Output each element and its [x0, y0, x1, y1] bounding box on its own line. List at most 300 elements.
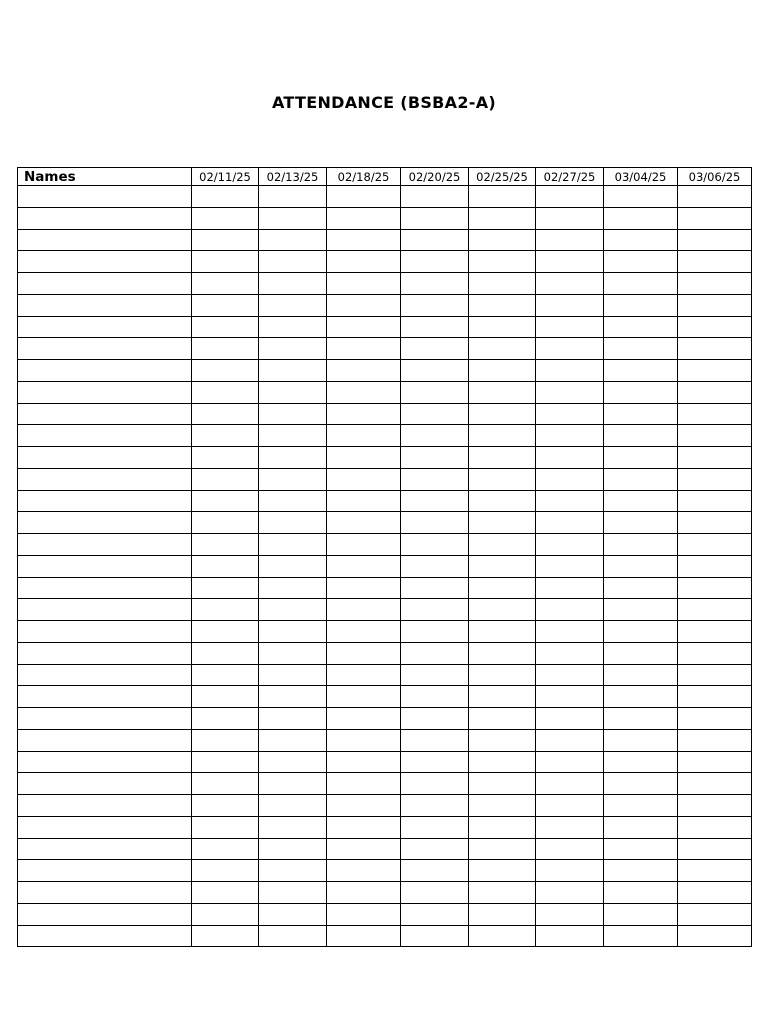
attendance-cell[interactable]: [192, 490, 259, 512]
attendance-cell[interactable]: [469, 207, 536, 229]
attendance-cell[interactable]: [469, 773, 536, 795]
name-cell[interactable]: [18, 751, 192, 773]
attendance-cell[interactable]: [469, 425, 536, 447]
attendance-cell[interactable]: [259, 555, 327, 577]
attendance-cell[interactable]: [604, 207, 678, 229]
name-cell[interactable]: [18, 294, 192, 316]
attendance-cell[interactable]: [678, 381, 752, 403]
attendance-cell[interactable]: [259, 186, 327, 208]
attendance-cell[interactable]: [259, 512, 327, 534]
attendance-cell[interactable]: [536, 903, 604, 925]
attendance-cell[interactable]: [604, 773, 678, 795]
name-cell[interactable]: [18, 512, 192, 534]
name-cell[interactable]: [18, 468, 192, 490]
attendance-cell[interactable]: [259, 381, 327, 403]
attendance-cell[interactable]: [259, 447, 327, 469]
attendance-cell[interactable]: [604, 838, 678, 860]
attendance-cell[interactable]: [401, 251, 469, 273]
attendance-cell[interactable]: [469, 686, 536, 708]
attendance-cell[interactable]: [536, 621, 604, 643]
attendance-cell[interactable]: [678, 403, 752, 425]
attendance-cell[interactable]: [536, 599, 604, 621]
attendance-cell[interactable]: [327, 360, 401, 382]
attendance-cell[interactable]: [604, 555, 678, 577]
attendance-cell[interactable]: [469, 860, 536, 882]
name-cell[interactable]: [18, 425, 192, 447]
attendance-cell[interactable]: [327, 512, 401, 534]
attendance-cell[interactable]: [327, 882, 401, 904]
attendance-cell[interactable]: [604, 860, 678, 882]
name-cell[interactable]: [18, 621, 192, 643]
attendance-cell[interactable]: [678, 229, 752, 251]
attendance-cell[interactable]: [259, 838, 327, 860]
attendance-cell[interactable]: [678, 795, 752, 817]
attendance-cell[interactable]: [469, 316, 536, 338]
attendance-cell[interactable]: [259, 425, 327, 447]
attendance-cell[interactable]: [259, 664, 327, 686]
attendance-cell[interactable]: [678, 316, 752, 338]
attendance-cell[interactable]: [259, 338, 327, 360]
name-cell[interactable]: [18, 708, 192, 730]
attendance-cell[interactable]: [469, 729, 536, 751]
name-cell[interactable]: [18, 882, 192, 904]
attendance-cell[interactable]: [401, 621, 469, 643]
attendance-cell[interactable]: [536, 316, 604, 338]
attendance-cell[interactable]: [604, 425, 678, 447]
attendance-cell[interactable]: [259, 621, 327, 643]
attendance-cell[interactable]: [536, 207, 604, 229]
attendance-cell[interactable]: [604, 360, 678, 382]
attendance-cell[interactable]: [259, 751, 327, 773]
attendance-cell[interactable]: [604, 925, 678, 947]
attendance-cell[interactable]: [469, 229, 536, 251]
attendance-cell[interactable]: [327, 425, 401, 447]
attendance-cell[interactable]: [604, 599, 678, 621]
attendance-cell[interactable]: [192, 925, 259, 947]
attendance-cell[interactable]: [536, 251, 604, 273]
attendance-cell[interactable]: [678, 447, 752, 469]
attendance-cell[interactable]: [469, 642, 536, 664]
attendance-cell[interactable]: [401, 860, 469, 882]
attendance-cell[interactable]: [401, 294, 469, 316]
attendance-cell[interactable]: [327, 621, 401, 643]
attendance-cell[interactable]: [469, 838, 536, 860]
attendance-cell[interactable]: [604, 468, 678, 490]
attendance-cell[interactable]: [327, 773, 401, 795]
attendance-cell[interactable]: [259, 708, 327, 730]
attendance-cell[interactable]: [401, 664, 469, 686]
attendance-cell[interactable]: [678, 512, 752, 534]
attendance-cell[interactable]: [327, 229, 401, 251]
attendance-cell[interactable]: [536, 229, 604, 251]
attendance-cell[interactable]: [401, 729, 469, 751]
attendance-cell[interactable]: [469, 555, 536, 577]
attendance-cell[interactable]: [469, 599, 536, 621]
attendance-cell[interactable]: [678, 207, 752, 229]
attendance-cell[interactable]: [192, 425, 259, 447]
attendance-cell[interactable]: [327, 555, 401, 577]
attendance-cell[interactable]: [536, 860, 604, 882]
attendance-cell[interactable]: [469, 925, 536, 947]
attendance-cell[interactable]: [678, 642, 752, 664]
attendance-cell[interactable]: [401, 751, 469, 773]
attendance-cell[interactable]: [678, 925, 752, 947]
attendance-cell[interactable]: [192, 664, 259, 686]
attendance-cell[interactable]: [536, 577, 604, 599]
name-cell[interactable]: [18, 316, 192, 338]
attendance-cell[interactable]: [469, 816, 536, 838]
attendance-cell[interactable]: [604, 751, 678, 773]
attendance-cell[interactable]: [401, 381, 469, 403]
attendance-cell[interactable]: [327, 490, 401, 512]
attendance-cell[interactable]: [536, 403, 604, 425]
attendance-cell[interactable]: [678, 860, 752, 882]
attendance-cell[interactable]: [678, 577, 752, 599]
name-cell[interactable]: [18, 838, 192, 860]
attendance-cell[interactable]: [678, 490, 752, 512]
attendance-cell[interactable]: [469, 381, 536, 403]
attendance-cell[interactable]: [327, 599, 401, 621]
attendance-cell[interactable]: [536, 490, 604, 512]
attendance-cell[interactable]: [604, 186, 678, 208]
attendance-cell[interactable]: [604, 686, 678, 708]
attendance-cell[interactable]: [259, 273, 327, 295]
attendance-cell[interactable]: [536, 729, 604, 751]
attendance-cell[interactable]: [192, 773, 259, 795]
attendance-cell[interactable]: [678, 751, 752, 773]
attendance-cell[interactable]: [536, 360, 604, 382]
attendance-cell[interactable]: [259, 229, 327, 251]
attendance-cell[interactable]: [536, 338, 604, 360]
attendance-cell[interactable]: [401, 316, 469, 338]
attendance-cell[interactable]: [192, 229, 259, 251]
attendance-cell[interactable]: [401, 338, 469, 360]
attendance-cell[interactable]: [536, 838, 604, 860]
attendance-cell[interactable]: [536, 642, 604, 664]
attendance-cell[interactable]: [259, 773, 327, 795]
attendance-cell[interactable]: [536, 534, 604, 556]
name-cell[interactable]: [18, 577, 192, 599]
attendance-cell[interactable]: [678, 599, 752, 621]
attendance-cell[interactable]: [192, 729, 259, 751]
name-cell[interactable]: [18, 360, 192, 382]
attendance-cell[interactable]: [536, 273, 604, 295]
attendance-cell[interactable]: [604, 294, 678, 316]
attendance-cell[interactable]: [469, 664, 536, 686]
attendance-cell[interactable]: [469, 403, 536, 425]
attendance-cell[interactable]: [469, 795, 536, 817]
attendance-cell[interactable]: [401, 708, 469, 730]
attendance-cell[interactable]: [678, 838, 752, 860]
attendance-cell[interactable]: [536, 795, 604, 817]
attendance-cell[interactable]: [259, 360, 327, 382]
attendance-cell[interactable]: [536, 664, 604, 686]
name-cell[interactable]: [18, 251, 192, 273]
name-cell[interactable]: [18, 207, 192, 229]
attendance-cell[interactable]: [604, 903, 678, 925]
attendance-cell[interactable]: [192, 294, 259, 316]
attendance-cell[interactable]: [192, 360, 259, 382]
attendance-cell[interactable]: [604, 642, 678, 664]
attendance-cell[interactable]: [536, 294, 604, 316]
attendance-cell[interactable]: [678, 534, 752, 556]
name-cell[interactable]: [18, 490, 192, 512]
attendance-cell[interactable]: [259, 468, 327, 490]
name-cell[interactable]: [18, 229, 192, 251]
attendance-cell[interactable]: [536, 186, 604, 208]
attendance-cell[interactable]: [678, 773, 752, 795]
attendance-cell[interactable]: [192, 860, 259, 882]
attendance-cell[interactable]: [327, 447, 401, 469]
attendance-cell[interactable]: [604, 338, 678, 360]
attendance-cell[interactable]: [192, 621, 259, 643]
attendance-cell[interactable]: [469, 512, 536, 534]
attendance-cell[interactable]: [327, 403, 401, 425]
name-cell[interactable]: [18, 534, 192, 556]
attendance-cell[interactable]: [678, 816, 752, 838]
attendance-cell[interactable]: [192, 903, 259, 925]
attendance-cell[interactable]: [192, 316, 259, 338]
attendance-cell[interactable]: [469, 468, 536, 490]
attendance-cell[interactable]: [401, 795, 469, 817]
attendance-cell[interactable]: [192, 708, 259, 730]
attendance-cell[interactable]: [469, 882, 536, 904]
attendance-cell[interactable]: [678, 664, 752, 686]
attendance-cell[interactable]: [401, 447, 469, 469]
attendance-cell[interactable]: [604, 795, 678, 817]
attendance-cell[interactable]: [678, 729, 752, 751]
attendance-cell[interactable]: [678, 273, 752, 295]
attendance-cell[interactable]: [604, 447, 678, 469]
name-cell[interactable]: [18, 447, 192, 469]
attendance-cell[interactable]: [192, 207, 259, 229]
attendance-cell[interactable]: [678, 186, 752, 208]
attendance-cell[interactable]: [327, 207, 401, 229]
attendance-cell[interactable]: [604, 316, 678, 338]
attendance-cell[interactable]: [678, 686, 752, 708]
attendance-cell[interactable]: [192, 642, 259, 664]
attendance-cell[interactable]: [259, 642, 327, 664]
name-cell[interactable]: [18, 664, 192, 686]
name-cell[interactable]: [18, 403, 192, 425]
name-cell[interactable]: [18, 729, 192, 751]
attendance-cell[interactable]: [192, 534, 259, 556]
attendance-cell[interactable]: [604, 273, 678, 295]
attendance-cell[interactable]: [259, 490, 327, 512]
attendance-cell[interactable]: [327, 925, 401, 947]
attendance-cell[interactable]: [259, 294, 327, 316]
name-cell[interactable]: [18, 773, 192, 795]
attendance-cell[interactable]: [401, 468, 469, 490]
attendance-cell[interactable]: [678, 621, 752, 643]
attendance-cell[interactable]: [604, 381, 678, 403]
attendance-cell[interactable]: [327, 577, 401, 599]
attendance-cell[interactable]: [401, 599, 469, 621]
attendance-cell[interactable]: [401, 207, 469, 229]
name-cell[interactable]: [18, 555, 192, 577]
attendance-cell[interactable]: [401, 773, 469, 795]
attendance-cell[interactable]: [327, 708, 401, 730]
attendance-cell[interactable]: [259, 534, 327, 556]
attendance-cell[interactable]: [259, 207, 327, 229]
attendance-cell[interactable]: [604, 621, 678, 643]
attendance-cell[interactable]: [401, 838, 469, 860]
name-cell[interactable]: [18, 186, 192, 208]
attendance-cell[interactable]: [259, 925, 327, 947]
attendance-cell[interactable]: [192, 599, 259, 621]
attendance-cell[interactable]: [192, 555, 259, 577]
attendance-cell[interactable]: [192, 686, 259, 708]
attendance-cell[interactable]: [192, 338, 259, 360]
attendance-cell[interactable]: [536, 512, 604, 534]
attendance-cell[interactable]: [469, 751, 536, 773]
attendance-cell[interactable]: [678, 903, 752, 925]
attendance-cell[interactable]: [604, 882, 678, 904]
attendance-cell[interactable]: [536, 925, 604, 947]
attendance-cell[interactable]: [469, 577, 536, 599]
attendance-cell[interactable]: [401, 882, 469, 904]
attendance-cell[interactable]: [536, 773, 604, 795]
attendance-cell[interactable]: [401, 642, 469, 664]
attendance-cell[interactable]: [536, 882, 604, 904]
attendance-cell[interactable]: [259, 599, 327, 621]
attendance-cell[interactable]: [536, 751, 604, 773]
attendance-cell[interactable]: [259, 729, 327, 751]
attendance-cell[interactable]: [327, 468, 401, 490]
attendance-cell[interactable]: [401, 360, 469, 382]
attendance-cell[interactable]: [401, 273, 469, 295]
attendance-cell[interactable]: [192, 577, 259, 599]
attendance-cell[interactable]: [327, 903, 401, 925]
attendance-cell[interactable]: [469, 903, 536, 925]
attendance-cell[interactable]: [678, 708, 752, 730]
attendance-cell[interactable]: [327, 751, 401, 773]
name-cell[interactable]: [18, 795, 192, 817]
attendance-cell[interactable]: [192, 186, 259, 208]
attendance-cell[interactable]: [192, 403, 259, 425]
attendance-cell[interactable]: [327, 664, 401, 686]
attendance-cell[interactable]: [327, 838, 401, 860]
attendance-cell[interactable]: [536, 816, 604, 838]
attendance-cell[interactable]: [192, 882, 259, 904]
attendance-cell[interactable]: [536, 555, 604, 577]
attendance-cell[interactable]: [678, 882, 752, 904]
attendance-cell[interactable]: [401, 925, 469, 947]
attendance-cell[interactable]: [604, 229, 678, 251]
attendance-cell[interactable]: [192, 251, 259, 273]
attendance-cell[interactable]: [678, 338, 752, 360]
attendance-cell[interactable]: [604, 512, 678, 534]
attendance-cell[interactable]: [401, 186, 469, 208]
attendance-cell[interactable]: [401, 686, 469, 708]
attendance-cell[interactable]: [259, 577, 327, 599]
attendance-cell[interactable]: [604, 664, 678, 686]
attendance-cell[interactable]: [259, 403, 327, 425]
attendance-cell[interactable]: [469, 186, 536, 208]
attendance-cell[interactable]: [604, 577, 678, 599]
attendance-cell[interactable]: [192, 816, 259, 838]
attendance-cell[interactable]: [536, 425, 604, 447]
attendance-cell[interactable]: [678, 468, 752, 490]
attendance-cell[interactable]: [401, 555, 469, 577]
attendance-cell[interactable]: [604, 251, 678, 273]
name-cell[interactable]: [18, 338, 192, 360]
attendance-cell[interactable]: [327, 294, 401, 316]
name-cell[interactable]: [18, 925, 192, 947]
attendance-cell[interactable]: [469, 708, 536, 730]
name-cell[interactable]: [18, 686, 192, 708]
attendance-cell[interactable]: [469, 490, 536, 512]
name-cell[interactable]: [18, 273, 192, 295]
attendance-cell[interactable]: [259, 903, 327, 925]
attendance-cell[interactable]: [327, 642, 401, 664]
attendance-cell[interactable]: [401, 903, 469, 925]
attendance-cell[interactable]: [536, 447, 604, 469]
name-cell[interactable]: [18, 816, 192, 838]
attendance-cell[interactable]: [327, 186, 401, 208]
name-cell[interactable]: [18, 860, 192, 882]
attendance-cell[interactable]: [192, 381, 259, 403]
attendance-cell[interactable]: [259, 860, 327, 882]
attendance-cell[interactable]: [604, 729, 678, 751]
attendance-cell[interactable]: [604, 490, 678, 512]
attendance-cell[interactable]: [259, 251, 327, 273]
attendance-cell[interactable]: [401, 490, 469, 512]
attendance-cell[interactable]: [259, 316, 327, 338]
attendance-cell[interactable]: [604, 403, 678, 425]
attendance-cell[interactable]: [469, 447, 536, 469]
attendance-cell[interactable]: [327, 795, 401, 817]
attendance-cell[interactable]: [678, 360, 752, 382]
attendance-cell[interactable]: [259, 795, 327, 817]
attendance-cell[interactable]: [327, 251, 401, 273]
attendance-cell[interactable]: [469, 273, 536, 295]
attendance-cell[interactable]: [604, 708, 678, 730]
attendance-cell[interactable]: [678, 294, 752, 316]
attendance-cell[interactable]: [678, 555, 752, 577]
attendance-cell[interactable]: [536, 708, 604, 730]
attendance-cell[interactable]: [259, 686, 327, 708]
name-cell[interactable]: [18, 642, 192, 664]
attendance-cell[interactable]: [327, 338, 401, 360]
attendance-cell[interactable]: [327, 686, 401, 708]
attendance-cell[interactable]: [469, 338, 536, 360]
attendance-cell[interactable]: [401, 229, 469, 251]
name-cell[interactable]: [18, 381, 192, 403]
attendance-cell[interactable]: [469, 251, 536, 273]
attendance-cell[interactable]: [327, 860, 401, 882]
attendance-cell[interactable]: [192, 795, 259, 817]
attendance-cell[interactable]: [678, 425, 752, 447]
attendance-cell[interactable]: [604, 816, 678, 838]
attendance-cell[interactable]: [536, 686, 604, 708]
attendance-cell[interactable]: [327, 816, 401, 838]
attendance-cell[interactable]: [259, 816, 327, 838]
attendance-cell[interactable]: [327, 316, 401, 338]
attendance-cell[interactable]: [401, 425, 469, 447]
name-cell[interactable]: [18, 599, 192, 621]
attendance-cell[interactable]: [678, 251, 752, 273]
attendance-cell[interactable]: [469, 534, 536, 556]
attendance-cell[interactable]: [192, 447, 259, 469]
attendance-cell[interactable]: [192, 751, 259, 773]
attendance-cell[interactable]: [604, 534, 678, 556]
attendance-cell[interactable]: [401, 577, 469, 599]
attendance-cell[interactable]: [401, 512, 469, 534]
attendance-cell[interactable]: [192, 512, 259, 534]
attendance-cell[interactable]: [401, 403, 469, 425]
attendance-cell[interactable]: [259, 882, 327, 904]
